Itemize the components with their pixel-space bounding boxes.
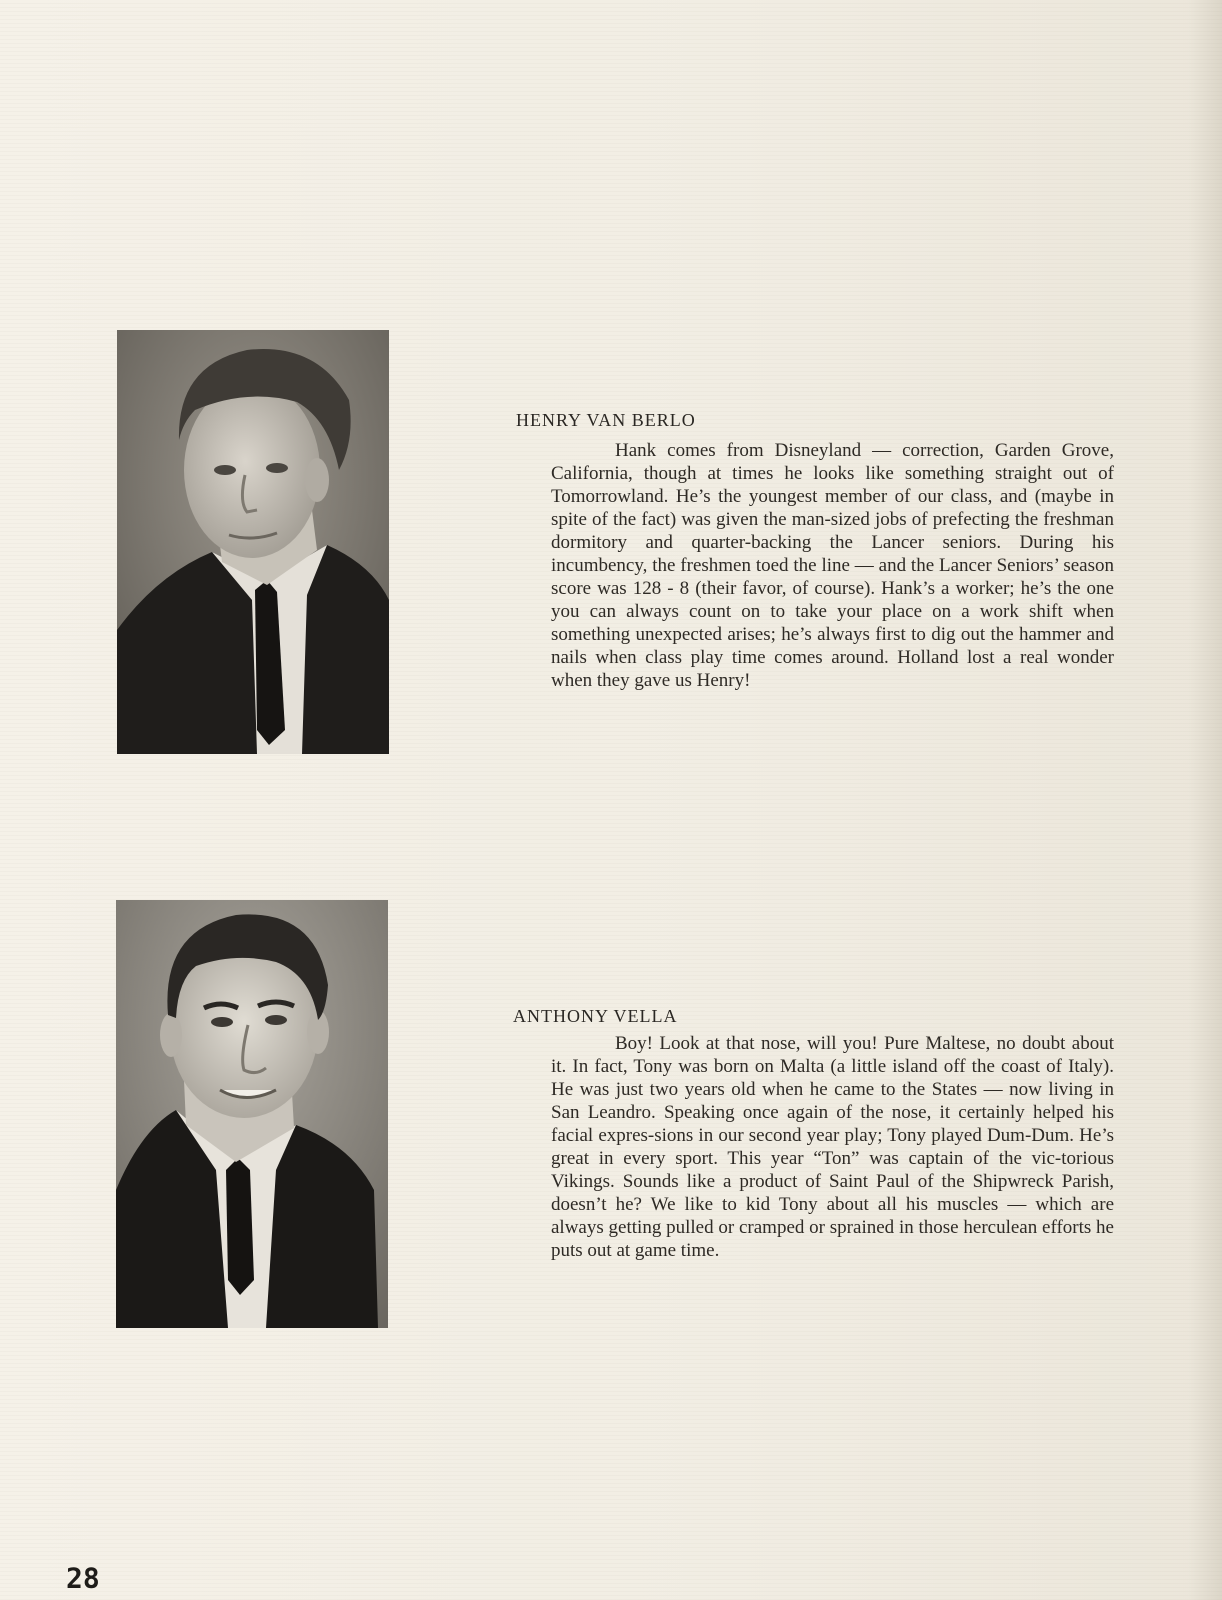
profile-bio: Hank comes from Disneyland — correction, Garden Grove, California, though at times he looks like something straight out of Tomorrowland. He’s the youngest member of our class, and (maybe in spite of the fact) was given the man-sized jobs of prefecting the freshman dormitory and quarter-backing the Lancer seniors. During his incumbency, the freshmen toed the line — and the Lancer Seniors’ season score was 128 - 8 (their favor, of course). Hank’s a worker; he’s the one you can always count on to take your place on a work shift when something unexpected arises; he’s always first to dig out the hammer and nails when class play time comes around. Holland lost a real wonder when they gave us Henry! [551,440,1114,691]
page-edge-shadow [1188,0,1222,1600]
profile-bio: Boy! Look at that nose, will you! Pure Maltese, no doubt about it. In fact, Tony was born on Malta (a little island off the coast of Italy). He was just two years old when he came to the States — now living in San Leandro. Speaking once again of the nose, it certainly helped his facial expres-sions in our second year play; Tony played Dum-Dum. He’s great in every sport. This year “Ton” was captain of the vic-torious Vikings. Sounds like a product of Saint Paul of the Shipwreck Parish, doesn’t he? We like to kid Tony about all his muscles — which are always getting pulled or cramped or sprained in those herculean efforts he puts out at game time. [551,1033,1114,1261]
portrait-photo-anthony-vella [116,900,388,1328]
page-number: 28 [66,1561,100,1595]
portrait-photo-henry-van-berlo [117,330,389,754]
profile-name: ANTHONY VELLA [513,1006,678,1026]
profile-name: HENRY VAN BERLO [516,410,696,430]
